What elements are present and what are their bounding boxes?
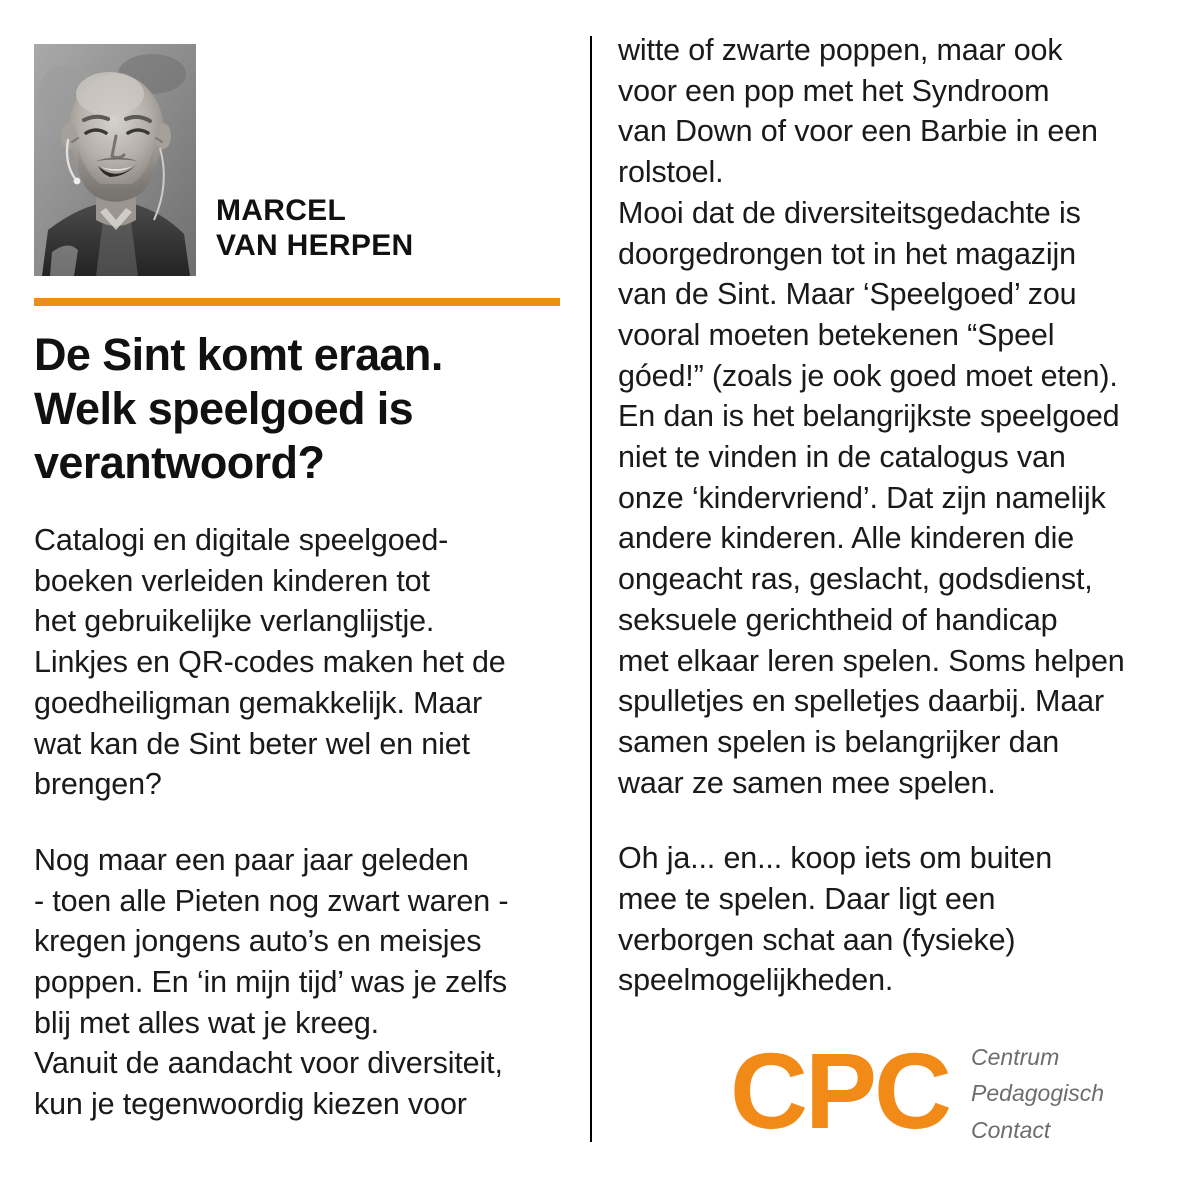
text-line: van Down of voor een Barbie in een [618, 114, 1098, 149]
left-column-body [34, 520, 562, 1125]
logo-tagline-line2: Pedagogisch [971, 1080, 1105, 1107]
paragraph [618, 30, 1158, 803]
text-line: Vanuit de aandacht voor diversiteit, [34, 1046, 503, 1081]
text-line: Linkjes en QR-codes maken het de [34, 645, 506, 680]
text-line: kun je tegenwoordig kiezen voor [34, 1087, 467, 1122]
headline-line1: De Sint komt eraan. [34, 329, 443, 380]
text-line: witte of zwarte poppen, maar ook [618, 33, 1063, 67]
text-line: brengen? [34, 767, 162, 802]
page-title [34, 328, 562, 490]
text-line: spulletjes en spelletjes daarbij. Maar [618, 684, 1104, 719]
text-line: speelmogelijkheden. [618, 963, 894, 998]
logo-tagline-line1: Centrum [971, 1044, 1060, 1070]
text-line: doorgedrongen tot in het magazijn [618, 236, 1076, 271]
headline-line3: verantwoord? [34, 437, 325, 488]
logo-tagline [971, 1039, 1104, 1148]
text-line: ongeacht ras, geslacht, godsdienst, [618, 562, 1093, 597]
text-line: vooral moeten betekenen “Speel [618, 317, 1055, 352]
text-line: met elkaar leren spelen. Soms helpen [618, 643, 1125, 678]
text-line: van de Sint. Maar ‘Speelgoed’ zou [618, 277, 1077, 312]
text-line: onze ‘kindervriend’. Dat zijn namelijk [618, 480, 1106, 515]
author-name-line1: MARCEL [216, 194, 347, 228]
text-line: Mooi dat de diversiteitsgedachte is [618, 195, 1081, 230]
text-line: Nog maar een paar jaar geleden [34, 842, 469, 877]
paragraph [34, 840, 562, 1125]
paragraph [618, 838, 1158, 1001]
left-column [34, 40, 562, 1125]
author-name-line2: VAN HERPEN [216, 229, 414, 263]
author-name [216, 194, 413, 276]
text-line: verborgen schat aan (fysieke) [618, 922, 1016, 957]
text-line: góed!” (zoals je ook goed moet eten). [618, 358, 1118, 393]
text-line: voor een pop met het Syndroom [618, 73, 1050, 108]
cpc-logo [730, 1030, 1105, 1152]
text-line: kregen jongens auto’s en meisjes [34, 924, 482, 959]
paragraph [34, 520, 562, 805]
text-line: poppen. En ‘in mijn tijd’ was je zelfs [34, 965, 507, 1000]
column-divider [590, 36, 592, 1142]
text-line: boeken verleiden kinderen tot [34, 563, 430, 598]
headline-line2: Welk speelgoed is [34, 383, 414, 434]
text-line: rolstoel. [618, 155, 724, 190]
text-line: niet te vinden in de catalogus van [618, 440, 1066, 475]
portrait-photo [34, 44, 196, 276]
logo-wordmark: CPC [730, 1030, 950, 1152]
text-line: wat kan de Sint beter wel en niet [34, 726, 470, 761]
right-column-body [618, 30, 1158, 1001]
text-line: - toen alle Pieten nog zwart waren - [34, 883, 509, 918]
text-line: Catalogi en digitale speelgoed- [34, 523, 449, 557]
right-column [618, 30, 1158, 1001]
accent-rule [34, 298, 560, 306]
text-line: seksuele gerichtheid of handicap [618, 602, 1058, 637]
text-line: Oh ja... en... koop iets om buiten [618, 841, 1053, 876]
logo-tagline-line3: Contact [971, 1116, 1051, 1143]
text-line: het gebruikelijke verlanglijstje. [34, 604, 435, 639]
byline [34, 40, 562, 276]
portrait-illustration [34, 44, 196, 276]
text-line: andere kinderen. Alle kinderen die [618, 521, 1075, 556]
text-line: goedheiligman gemakkelijk. Maar [34, 685, 482, 720]
text-line: blij met alles wat je kreeg. [34, 1005, 380, 1040]
text-line: mee te spelen. Daar ligt een [618, 882, 996, 917]
text-line: samen spelen is belangrijker dan [618, 724, 1060, 759]
text-line: En dan is het belangrijkste speelgoed [618, 399, 1120, 434]
text-line: waar ze samen mee spelen. [618, 765, 996, 800]
